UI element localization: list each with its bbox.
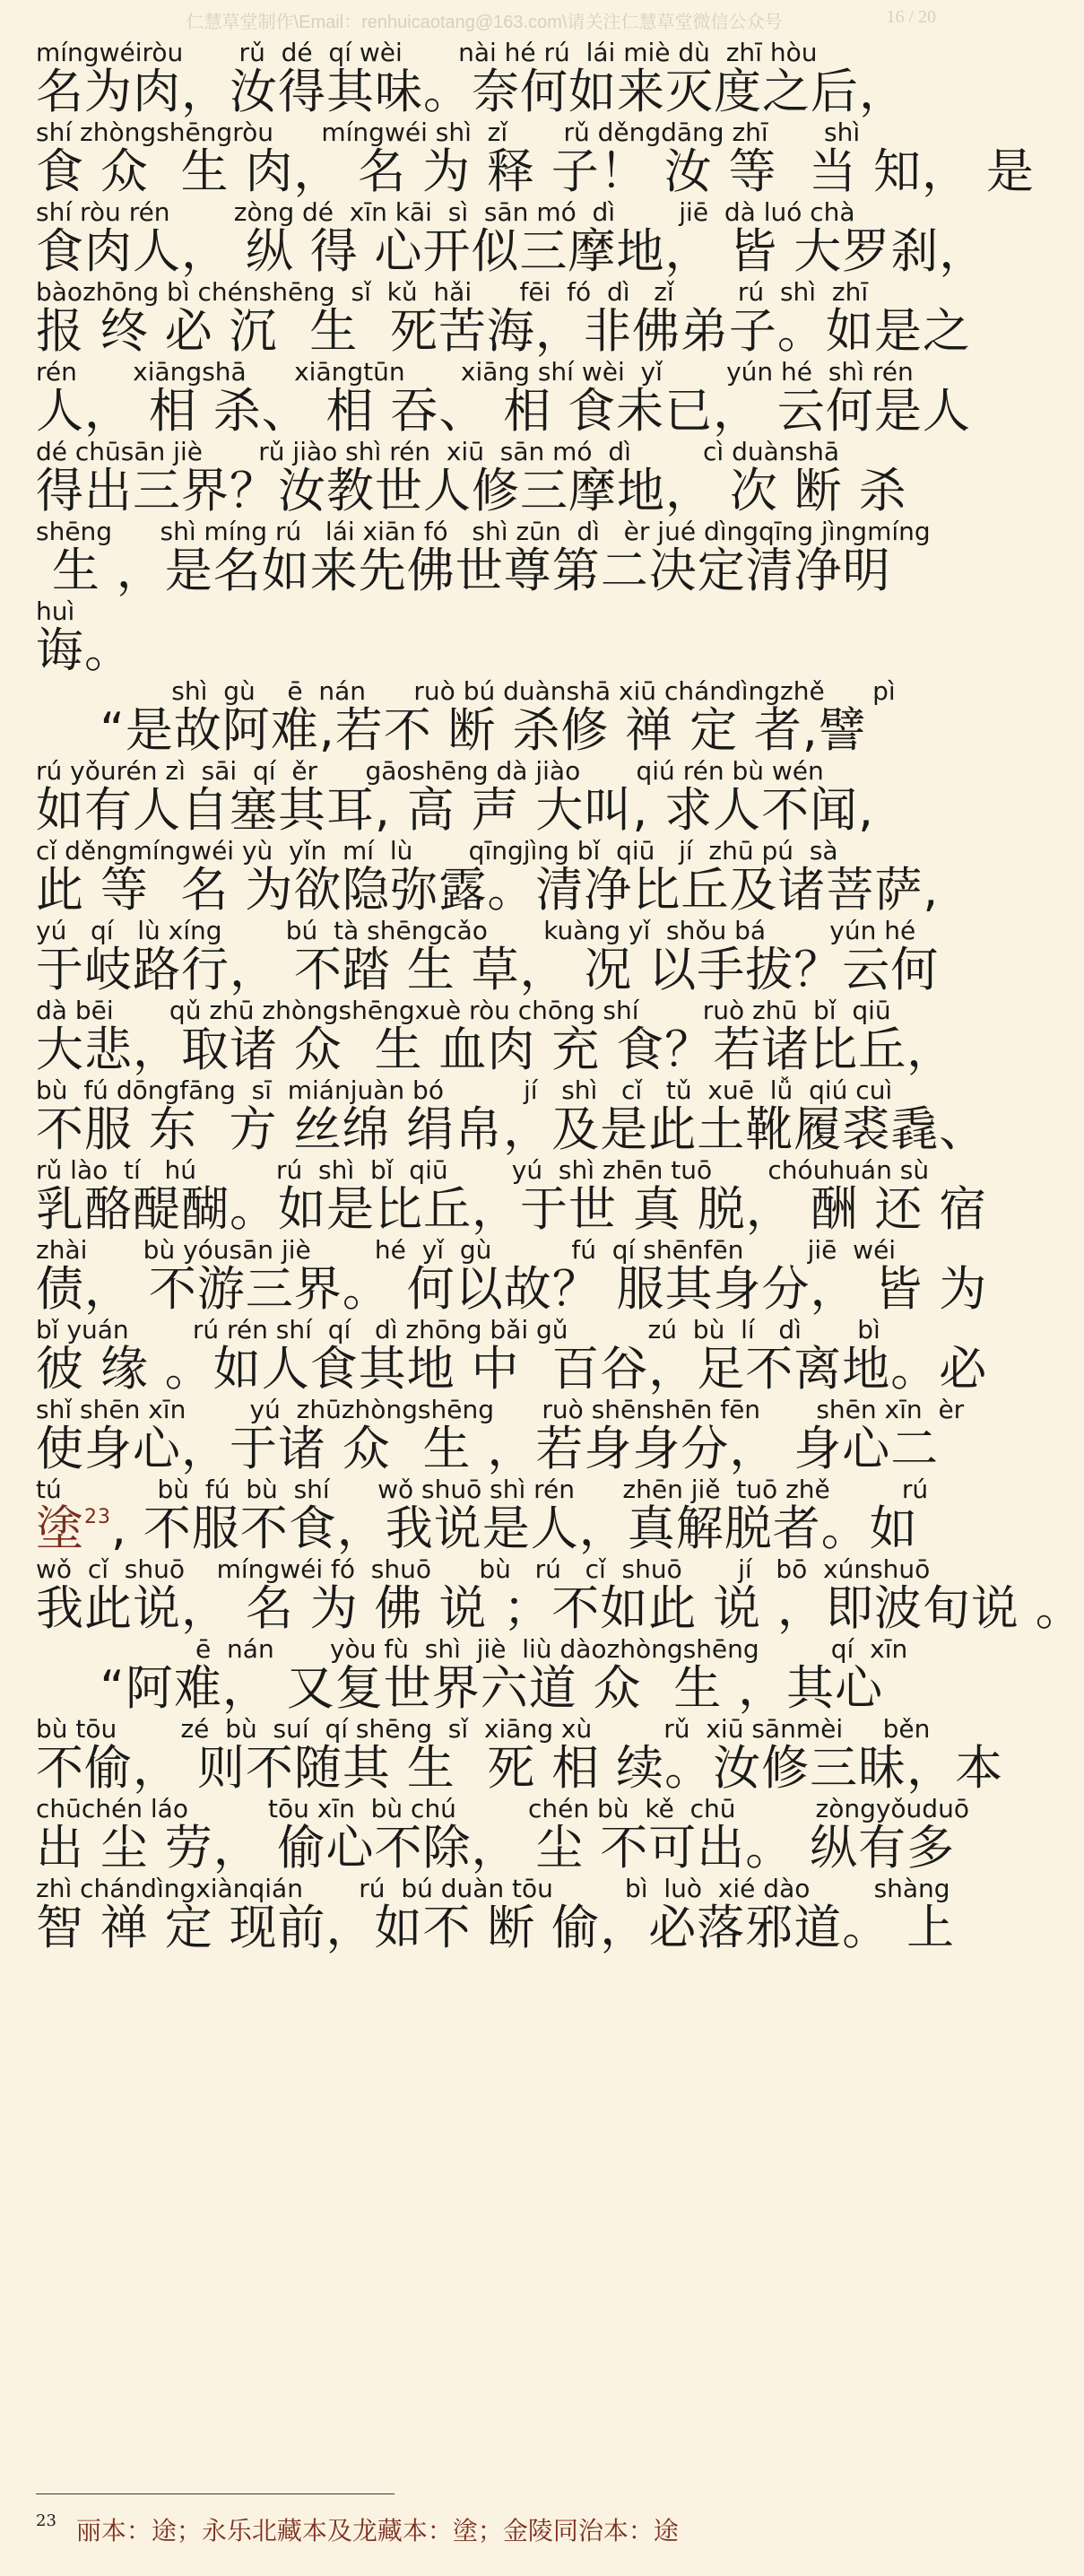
hanzi-line: “是故阿难,若不 断 杀修 禅 定 者,譬 bbox=[36, 703, 867, 758]
footnote-reference[interactable]: 23 bbox=[84, 1506, 111, 1528]
text-line bbox=[36, 1235, 988, 1317]
pinyin-line: míngwéiròu rǔ dé qí wèi nài hé rú lái miè dù zhī hòu bbox=[36, 38, 818, 67]
text-line bbox=[36, 117, 1035, 199]
pinyin-line: bù fú dōngfāng sī miánjuàn bó jí shì cǐ tǔ xuē lǚ qiú cuì bbox=[36, 1075, 893, 1105]
pinyin-line: rǔ lào tí hú rú shì bǐ qiū yú shì zhēn tuō chóuhuán sù bbox=[36, 1155, 930, 1185]
pinyin-line: dà bēi qǔ zhū zhòngshēngxuè ròu chōng shí ruò zhū bǐ qiū bbox=[36, 996, 891, 1025]
pinyin-line: shí ròu rén zòng dé xīn kāi sì sān mó dì jiē dà luó chà bbox=[36, 197, 855, 227]
text-line bbox=[36, 1554, 1084, 1636]
footnote-text: 丽本：途；永乐北藏本及龙藏本：塗；金陵同治本：途 bbox=[75, 2516, 679, 2546]
pinyin-line: zhài bù yóusān jiè hé yǐ gù fú qí shēnfēn jiē wéi bbox=[36, 1235, 897, 1265]
text-line bbox=[36, 836, 941, 916]
text-line bbox=[36, 676, 941, 756]
pinyin-line: huì bbox=[36, 596, 75, 626]
pinyin-line: yú qí lù xíng bú tà shēngcǎo kuàng yǐ shǒu bá yún hé bbox=[36, 916, 916, 945]
hanzi-line-rest: , 不服不食，我说是人，真解脱者。如 bbox=[111, 1501, 918, 1556]
text-line bbox=[36, 357, 971, 439]
text-line bbox=[36, 596, 941, 676]
pinyin-line: rén xiāngshā xiāngtūn xiāng shí wèi yǐ yún hé shì rén bbox=[36, 357, 914, 387]
hanzi-line: 如有人自塞其耳, 高 声 大叫, 求人不闻, bbox=[36, 783, 874, 838]
hanzi-line: 出 尘 劳， 偷心不除， 尘 不可出。 纵有多 bbox=[36, 1821, 956, 1875]
scripture-text-block bbox=[36, 38, 1084, 1955]
text-line bbox=[36, 1874, 956, 1955]
hanzi-line: 生 ，是名如来先佛世尊第二决定清净明 bbox=[36, 544, 891, 598]
hanzi-line bbox=[36, 1501, 941, 1556]
page-number: 16 / 20 bbox=[886, 7, 936, 27]
pinyin-line: bù tōu zé bù suí qí shēng sǐ xiāng xù rǔ xiū sānmèi běn bbox=[36, 1714, 931, 1744]
pinyin-line: zhì chándìngxiànqián rú bú duàn tōu bì luò xié dào shàng bbox=[36, 1874, 950, 1903]
hanzi-line: 智 禅 定 现前，如不 断 偷，必落邪道。 上 bbox=[36, 1901, 956, 1955]
pinyin-line: bǐ yuán rú rén shí qí dì zhōng bǎi gǔ zú bù lí dì bì bbox=[36, 1315, 880, 1345]
text-line bbox=[36, 277, 971, 359]
pinyin-line: ē nán yòu fù shì jiè liù dàozhòngshēng qí xīn bbox=[36, 1634, 908, 1664]
hanzi-line: 不服 东 方 丝绵 绢帛，及是此土靴履裘毳、 bbox=[36, 1102, 988, 1157]
hanzi-line: 使身心，于诸 众 生 ，若身身分， 身心二 bbox=[36, 1422, 940, 1476]
hanzi-line: 食 众 生 肉， 名 为 释 子！ 汝 等 当 知， 是 bbox=[36, 144, 1035, 199]
hanzi-line: 大悲，取诸 众 生 血肉 充 食？若诸比丘， bbox=[36, 1023, 956, 1077]
pinyin-line: tú bù fú bù shí wǒ shuō shì rén zhēn jiě tuō zhě rú bbox=[36, 1475, 929, 1504]
pinyin-line: cǐ děngmíngwéi yù yǐn mí lù qīngjìng bǐ qiū jí zhū pú sà bbox=[36, 836, 838, 866]
pinyin-line: rú yǒurén zì sāi qí ěr gāoshēng dà jiào qiú rén bù wén bbox=[36, 756, 824, 786]
text-line bbox=[36, 1315, 988, 1397]
page-header bbox=[0, 0, 968, 41]
text-line bbox=[36, 1634, 941, 1714]
hanzi-line: 人， 相 杀、 相 吞、 相 食未已， 云何是人 bbox=[36, 384, 971, 439]
pinyin-line: shí zhòngshēngròu míngwéi shì zǐ rǔ děngdāng zhī shì bbox=[36, 117, 861, 147]
text-line bbox=[36, 1395, 965, 1476]
footnote-divider bbox=[36, 2493, 395, 2494]
pinyin-line: shì gù ē nán ruò bú duànshā xiū chándìngzhě pì bbox=[36, 676, 896, 706]
hanzi-line: 诲。 bbox=[36, 623, 133, 678]
hanzi-line: 不偷， 则不随其 生 死 相 续。汝修三昧，本 bbox=[36, 1741, 1004, 1796]
hanzi-line: 债， 不游三界。 何以故？ 服其身分， 皆 为 bbox=[36, 1262, 988, 1317]
pinyin-line: shǐ shēn xīn yú zhūzhòngshēng ruò shēnshēn fēn shēn xīn èr bbox=[36, 1395, 965, 1424]
text-line bbox=[36, 1155, 988, 1237]
hanzi-line: 于岐路行， 不踏 生 草， 况 以手拔？云何 bbox=[36, 943, 940, 997]
hanzi-line: 报 终 必 沉 生 死苦海，非佛弟子。如是之 bbox=[36, 304, 971, 359]
text-line bbox=[36, 1794, 969, 1875]
footnote-number: 23 bbox=[36, 2511, 56, 2530]
text-line bbox=[36, 996, 956, 1077]
text-line bbox=[36, 916, 941, 996]
pinyin-line: wǒ cǐ shuō míngwéi fó shuō bù rú cǐ shuō jí bō xúnshuō bbox=[36, 1554, 931, 1584]
text-line bbox=[36, 1075, 988, 1157]
text-line bbox=[36, 756, 941, 836]
hanzi-line: 得出三界？汝教世人修三摩地， 次 断 杀 bbox=[36, 464, 907, 518]
hanzi-line: 食肉人， 纵 得 心开似三摩地， 皆 大罗刹， bbox=[36, 224, 988, 279]
pinyin-line: chūchén láo tōu xīn bù chú chén bù kě chū zòngyǒuduō bbox=[36, 1794, 969, 1823]
hanzi-line: 此 等 名 为欲隐弥露。清净比丘及诸菩萨, bbox=[36, 863, 940, 918]
text-line bbox=[36, 38, 941, 117]
pinyin-line: bàozhōng bì chénshēng sǐ kǔ hǎi fēi fó dì zǐ rú shì zhī bbox=[36, 277, 869, 307]
variant-character: 塗 bbox=[36, 1501, 84, 1556]
hanzi-line: 彼 缘 。如人食其地 中 百谷，足不离地。必 bbox=[36, 1342, 988, 1397]
hanzi-line: 名为肉，汝得其味。奈何如来灭度之后， bbox=[36, 65, 907, 119]
text-line-footnoted bbox=[36, 1475, 941, 1554]
hanzi-line: 乳酪醍醐。如是比丘，于世 真 脱， 酬 还 宿 bbox=[36, 1182, 988, 1237]
hanzi-line: “阿难， 又复世界六道 众 生 ，其心 bbox=[36, 1661, 884, 1716]
text-line bbox=[36, 437, 941, 517]
hanzi-line: 我此说， 名 为 佛 说 ；不如此 说 ，即波旬说 。 bbox=[36, 1581, 1084, 1636]
header-text: 仁慧草堂制作\Email：renhuicaotang@163.com\请关注仁慧草堂微信公众号 bbox=[186, 13, 783, 32]
pinyin-line: shēng shì míng rú lái xiān fó shì zūn dì èr jué dìngqīng jìngmíng bbox=[36, 517, 931, 546]
text-line bbox=[36, 197, 988, 279]
text-line bbox=[36, 1714, 1004, 1796]
text-line bbox=[36, 517, 941, 596]
footnote bbox=[36, 2511, 679, 2547]
pinyin-line: dé chūsān jiè rǔ jiào shì rén xiū sān mó dì cì duànshā bbox=[36, 437, 839, 466]
